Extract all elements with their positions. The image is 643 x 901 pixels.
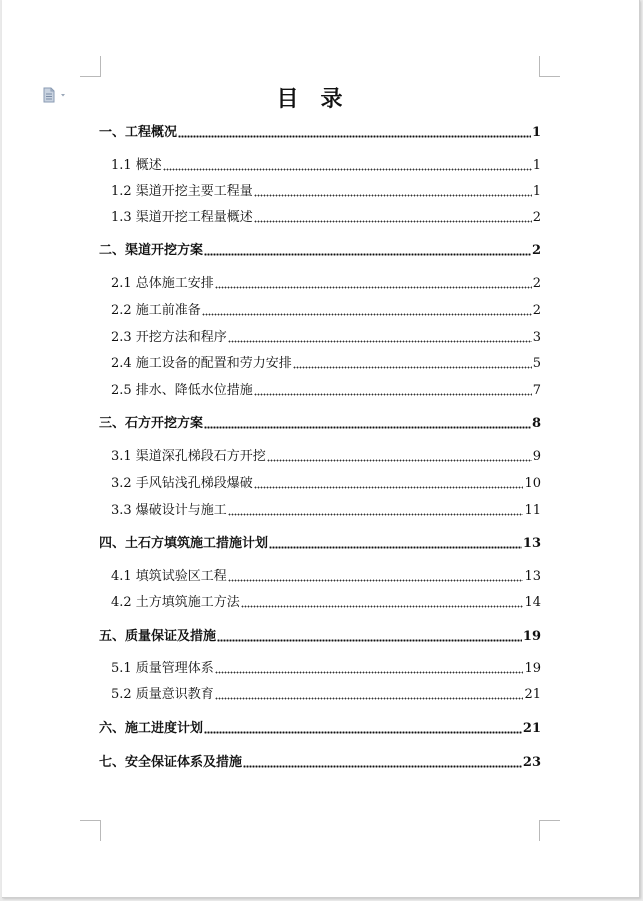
toc-dot-leader [269,545,522,549]
toc-chapter-entry[interactable] [99,535,541,553]
toc-entry-label: 3.1 渠道深孔梯段石方开挖 [111,449,266,464]
toc-section-entry[interactable] [111,302,541,320]
toc-entry-label: 2.3 开挖方法和程序 [111,330,227,345]
toc-dot-leader [254,485,524,489]
toc-page-number: 3 [532,330,541,345]
toc-page-number: 21 [524,687,541,702]
toc-page-number: 2 [531,243,541,258]
toc-page-number: 13 [522,536,541,551]
toc-page-number: 5 [532,356,541,371]
toc-entry-label: 1.3 渠道开挖工程量概述 [111,210,253,225]
toc-page-number: 1 [532,184,541,199]
toc-entry-label: 2.2 施工前准备 [111,303,201,318]
toc-dot-leader [217,638,522,642]
toc-dot-leader [241,604,524,608]
bottom-left-margin-mark [80,820,101,841]
toc-page-number: 11 [524,503,541,518]
toc-page-number: 14 [524,595,541,610]
toc-page-number: 13 [524,569,541,584]
toc-dot-leader [267,458,532,462]
toc-section-entry[interactable] [111,475,541,493]
toc-title: 目录 [276,86,365,112]
toc-page-number: 19 [524,661,541,676]
toc-dot-leader [228,578,524,582]
toc-page-number: 2 [532,210,541,225]
toc-page-number: 9 [532,449,541,464]
toc-section-entry[interactable] [111,157,541,175]
toc-chapter-entry[interactable] [99,415,541,433]
toc-section-entry[interactable] [111,329,541,347]
toc-dot-leader [215,670,524,674]
top-right-margin-mark [539,56,560,77]
toc-dot-leader [163,167,532,171]
toc-section-entry[interactable] [111,275,541,293]
toc-chapter-entry[interactable] [99,242,541,260]
toc-dot-leader [202,312,532,316]
toc-section-entry[interactable] [111,448,541,466]
toc-page-number: 1 [531,125,541,140]
toc-dot-leader [228,512,524,516]
toc-dot-leader [254,392,532,396]
toc-page-number: 2 [532,276,541,291]
toc-chapter-entry[interactable] [99,720,541,738]
toc-section-entry[interactable] [111,660,541,678]
toc-section-entry[interactable] [111,183,541,201]
toc-dot-leader [243,764,522,768]
toc-dot-leader [204,252,531,256]
toc-page-number: 8 [531,416,541,431]
toc-entry-label: 一、工程概况 [99,125,178,140]
toc-section-entry[interactable] [111,209,541,227]
toc-chapter-entry[interactable] [99,628,541,646]
toc-entry-label: 五、质量保证及措施 [99,629,217,644]
toc-entry-label: 4.2 土方填筑施工方法 [111,595,240,610]
toc-page-number: 7 [532,383,541,398]
toc-section-entry[interactable] [111,686,541,704]
toc-entry-label: 三、石方开挖方案 [99,416,204,431]
toc-entry-label: 2.4 施工设备的配置和劳力安排 [111,356,292,371]
toc-entry-label: 3.3 爆破设计与施工 [111,503,227,518]
toc-dot-leader [204,425,531,429]
toc-section-entry[interactable] [111,502,541,520]
toc-dot-leader [215,285,532,289]
bottom-right-margin-mark [539,820,560,841]
toc-entry-label: 1.1 概述 [111,158,162,173]
toc-entry-label: 四、土石方填筑施工措施计划 [99,536,269,551]
top-left-margin-mark [80,56,101,77]
document-page [2,0,640,898]
toc-entry-label: 2.1 总体施工安排 [111,276,214,291]
toc-dot-leader [228,339,532,343]
toc-entry-label: 二、渠道开挖方案 [99,243,204,258]
toc-section-entry[interactable] [111,568,541,586]
toc-page-number: 10 [524,476,541,491]
toc-page-number: 1 [532,158,541,173]
toc-dot-leader [215,696,524,700]
toc-entry-label: 六、施工进度计划 [99,721,204,736]
toc-dot-leader [293,365,532,369]
toc-dot-leader [254,193,532,197]
toc-section-entry[interactable] [111,355,541,373]
toc-entry-label: 2.5 排水、降低水位措施 [111,383,253,398]
toc-page-number: 19 [522,629,541,644]
toc-chapter-entry[interactable] [99,754,541,772]
toc-entry-label: 4.1 填筑试验区工程 [111,569,227,584]
toc-entry-label: 1.2 渠道开挖主要工程量 [111,184,253,199]
toc-chapter-entry[interactable] [99,124,541,142]
toc-entry-label: 5.1 质量管理体系 [111,661,214,676]
toc-entry-label: 七、安全保证体系及措施 [99,755,243,770]
toc-page-number: 2 [532,303,541,318]
toc-dot-leader [178,134,531,138]
toc-dot-leader [204,730,522,734]
toc-dot-leader [254,219,532,223]
toc-page-number: 23 [522,755,541,770]
toc-page-number: 21 [522,721,541,736]
toc-section-entry[interactable] [111,382,541,400]
toc-entry-label: 5.2 质量意识教育 [111,687,214,702]
toc-entry-label: 3.2 手风钻浅孔梯段爆破 [111,476,253,491]
toc-section-entry[interactable] [111,594,541,612]
